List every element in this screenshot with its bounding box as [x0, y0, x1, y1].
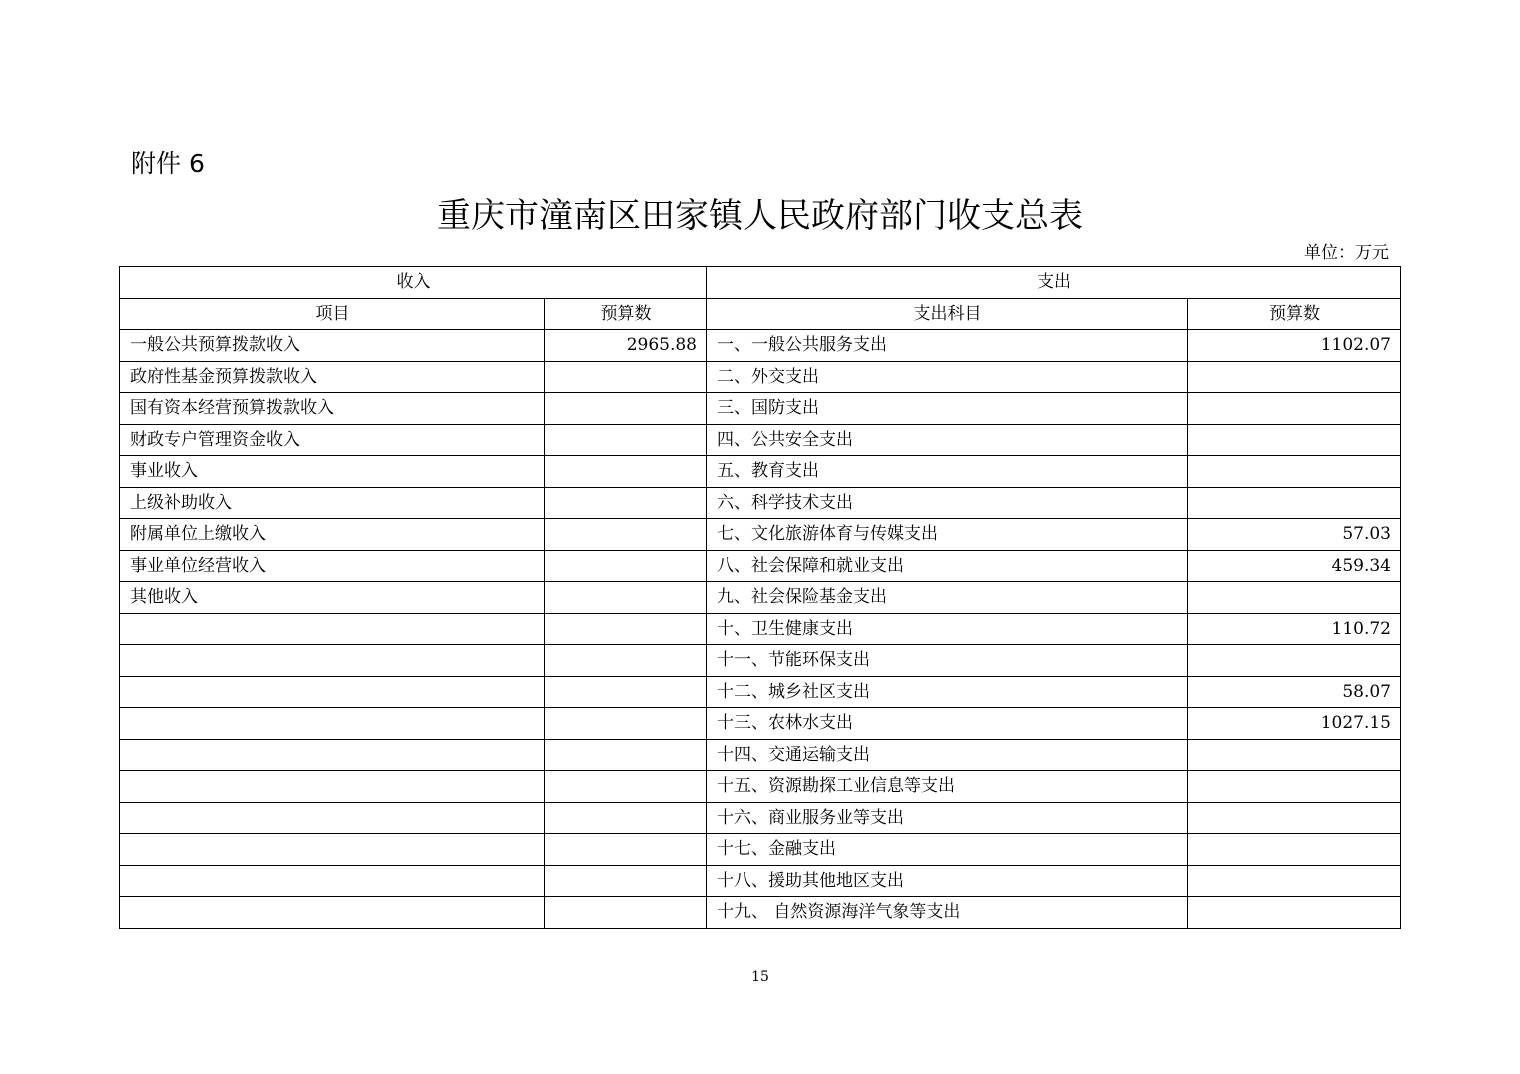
- expense-amount-cell: [1188, 771, 1401, 803]
- page-number: 15: [751, 969, 769, 985]
- income-item-cell: 国有资本经营预算拨款收入: [120, 393, 545, 425]
- budget-summary-table: [119, 266, 1401, 929]
- expense-item-cell: 一、一般公共服务支出: [707, 330, 1188, 362]
- table-row: [120, 708, 1401, 740]
- income-item-cell: 其他收入: [120, 582, 545, 614]
- income-amount-cell: [545, 550, 707, 582]
- expense-item-cell: 十六、商业服务业等支出: [707, 802, 1188, 834]
- expense-item-cell: 十二、城乡社区支出: [707, 676, 1188, 708]
- income-item-cell: [120, 739, 545, 771]
- expense-group-header: 支出: [707, 267, 1401, 299]
- expense-item-cell: 十九、 自然资源海洋气象等支出: [707, 897, 1188, 929]
- table-row: [120, 676, 1401, 708]
- expense-item-cell: 十三、农林水支出: [707, 708, 1188, 740]
- expense-amount-cell: [1188, 739, 1401, 771]
- income-item-cell: 财政专户管理资金收入: [120, 424, 545, 456]
- income-item-cell: 一般公共预算拨款收入: [120, 330, 545, 362]
- expense-item-cell: 八、社会保障和就业支出: [707, 550, 1188, 582]
- expense-item-cell: 九、社会保险基金支出: [707, 582, 1188, 614]
- table-row: [120, 361, 1401, 393]
- income-item-cell: [120, 708, 545, 740]
- income-item-cell: 事业单位经营收入: [120, 550, 545, 582]
- table-row: [120, 330, 1401, 362]
- expense-item-cell: 十、卫生健康支出: [707, 613, 1188, 645]
- expense-amount-cell: [1188, 645, 1401, 677]
- income-amount-cell: [545, 393, 707, 425]
- table-row: [120, 519, 1401, 551]
- expense-item-cell: 十四、交通运输支出: [707, 739, 1188, 771]
- expense-item-cell: 五、教育支出: [707, 456, 1188, 488]
- income-item-cell: 事业收入: [120, 456, 545, 488]
- table-row: [120, 771, 1401, 803]
- expense-item-cell: 三、国防支出: [707, 393, 1188, 425]
- expense-item-cell: 七、文化旅游体育与传媒支出: [707, 519, 1188, 551]
- income-amount-cell: [545, 676, 707, 708]
- income-group-header: 收入: [120, 267, 707, 299]
- table-row: [120, 582, 1401, 614]
- income-item-cell: [120, 771, 545, 803]
- income-item-cell: [120, 802, 545, 834]
- expense-amount-cell: [1188, 361, 1401, 393]
- expense-item-cell: 十一、节能环保支出: [707, 645, 1188, 677]
- expense-item-cell: 十七、金融支出: [707, 834, 1188, 866]
- table-row: [120, 645, 1401, 677]
- table-body: [120, 330, 1401, 929]
- expense-item-cell: 四、公共安全支出: [707, 424, 1188, 456]
- expense-amount-cell: [1188, 865, 1401, 897]
- income-item-cell: [120, 676, 545, 708]
- income-item-cell: 政府性基金预算拨款收入: [120, 361, 545, 393]
- expense-amount-cell: 459.34: [1188, 550, 1401, 582]
- table-row: [120, 834, 1401, 866]
- table-row: [120, 613, 1401, 645]
- attachment-label: 附件 6: [131, 149, 205, 178]
- income-amount-cell: [545, 739, 707, 771]
- income-item-cell: [120, 613, 545, 645]
- income-amount-cell: [545, 865, 707, 897]
- expense-subject-column-header: 支出科目: [707, 298, 1188, 330]
- expense-amount-cell: [1188, 456, 1401, 488]
- income-amount-cell: [545, 519, 707, 551]
- expense-amount-cell: 110.72: [1188, 613, 1401, 645]
- income-amount-cell: [545, 582, 707, 614]
- income-amount-cell: [545, 897, 707, 929]
- table-row: [120, 897, 1401, 929]
- income-amount-cell: [545, 613, 707, 645]
- table-row: [120, 550, 1401, 582]
- expense-amount-cell: 1027.15: [1188, 708, 1401, 740]
- income-item-cell: [120, 865, 545, 897]
- table-row: [120, 739, 1401, 771]
- income-amount-cell: [545, 456, 707, 488]
- expense-item-cell: 十八、援助其他地区支出: [707, 865, 1188, 897]
- income-amount-cell: [545, 361, 707, 393]
- income-amount-cell: [545, 771, 707, 803]
- expense-amount-cell: [1188, 834, 1401, 866]
- expense-amount-cell: [1188, 897, 1401, 929]
- expense-amount-cell: [1188, 582, 1401, 614]
- income-item-cell: 附属单位上缴收入: [120, 519, 545, 551]
- table-row: [120, 424, 1401, 456]
- expense-amount-cell: [1188, 802, 1401, 834]
- income-item-cell: [120, 834, 545, 866]
- expense-item-cell: 六、科学技术支出: [707, 487, 1188, 519]
- income-amount-cell: 2965.88: [545, 330, 707, 362]
- income-budget-column-header: 预算数: [545, 298, 707, 330]
- table-row: [120, 487, 1401, 519]
- income-amount-cell: [545, 487, 707, 519]
- expense-budget-column-header: 预算数: [1188, 298, 1401, 330]
- table-row: [120, 802, 1401, 834]
- income-item-cell: 上级补助收入: [120, 487, 545, 519]
- table-row: [120, 865, 1401, 897]
- income-item-cell: [120, 645, 545, 677]
- income-amount-cell: [545, 645, 707, 677]
- expense-amount-cell: 1102.07: [1188, 330, 1401, 362]
- table-column-header-row: [120, 298, 1401, 330]
- table-group-header-row: [120, 267, 1401, 299]
- income-amount-cell: [545, 834, 707, 866]
- income-item-cell: [120, 897, 545, 929]
- table-row: [120, 456, 1401, 488]
- income-amount-cell: [545, 424, 707, 456]
- page-title: 重庆市潼南区田家镇人民政府部门收支总表: [437, 196, 1083, 236]
- unit-label: 单位：万元: [1304, 243, 1389, 263]
- expense-amount-cell: [1188, 393, 1401, 425]
- expense-amount-cell: 58.07: [1188, 676, 1401, 708]
- expense-amount-cell: [1188, 487, 1401, 519]
- income-item-column-header: 项目: [120, 298, 545, 330]
- expense-item-cell: 十五、资源勘探工业信息等支出: [707, 771, 1188, 803]
- income-amount-cell: [545, 802, 707, 834]
- expense-item-cell: 二、外交支出: [707, 361, 1188, 393]
- income-amount-cell: [545, 708, 707, 740]
- expense-amount-cell: 57.03: [1188, 519, 1401, 551]
- table-row: [120, 393, 1401, 425]
- expense-amount-cell: [1188, 424, 1401, 456]
